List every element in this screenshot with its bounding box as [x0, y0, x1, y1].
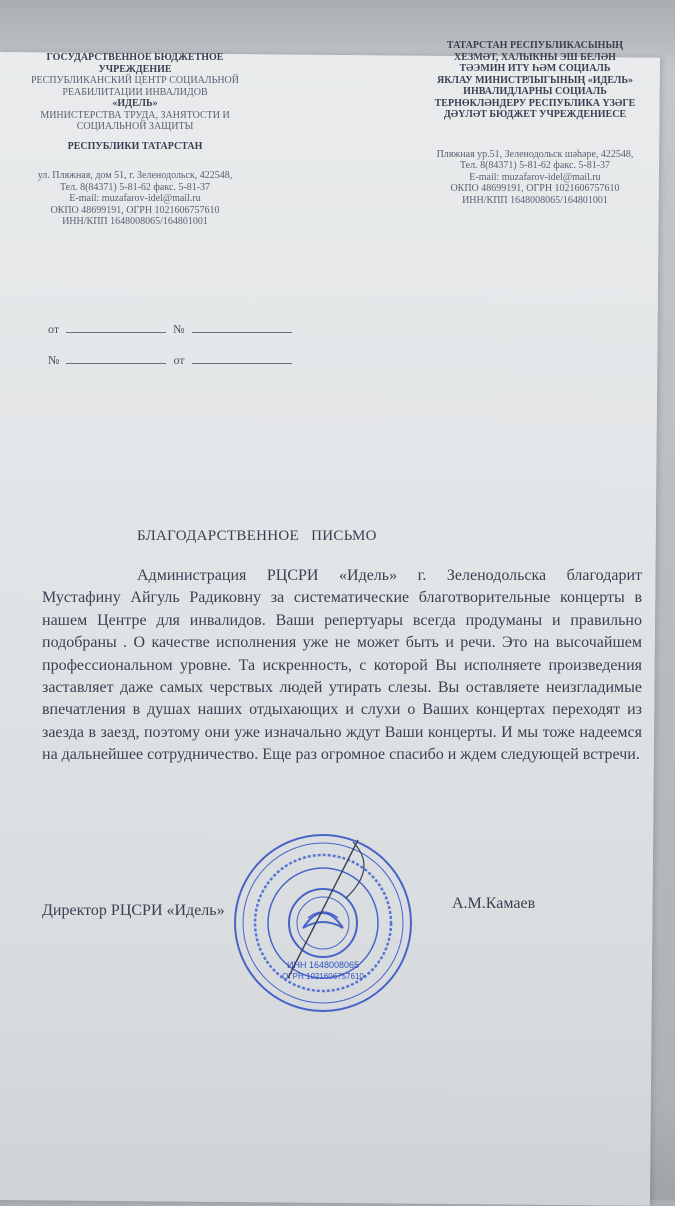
org-name: «ИДЕЛЬ» [112, 98, 158, 109]
registration-row-1 [48, 322, 296, 337]
phone-line: Тел. 8(84371) 5-81-62 факс. 5-81-37 [59, 181, 211, 193]
org-line-tat: ТЕРНӨКЛӘНДЕРУ РЕСПУБЛИКА ҮЗӘГЕ [434, 97, 636, 109]
letter-paragraph: Администрация РЦСРИ «Идель» г. Зеленодольска благодарит Мустафину Айгуль Радиковну за систематические благотворительные концерты в нашем Центре для инвалидов. Ваши репертуары всегда продуманы и правильно подобраны . О качестве исполнения уже не может быть и речи. Это на высочайшем профессиональном уровне. Та искренность, с которой Вы исполняете произведения заставляет даже самых черствых людей утирать слезы. Вы оставляете неизгладимые впечатления в душах наших отдыхающих и слухи о Ваших концертах переходят из заезда в заезд, поэтому они уже изначально ждут Ваши концерты. И мы тоже надеемся на дальнейшее сотрудничество. Еще раз огромное спасибо и ждем следующей встречи. [42, 567, 642, 764]
from-label: от [48, 322, 60, 336]
org-line: РЕАБИЛИТАЦИИ ИНВАЛИДОВ [62, 86, 208, 98]
stamp-inn: ИНН 1648008065 [286, 960, 360, 970]
date-line [192, 353, 292, 364]
from-label: от [173, 353, 185, 367]
ministry-line: СОЦИАЛЬНОЙ ЗАЩИТЫ [76, 121, 194, 132]
email-line: E-mail: muzafarov-idel@mail.ru [69, 193, 201, 204]
letter-body [42, 565, 642, 767]
number-line [66, 353, 166, 364]
org-line-tat: ТӘЭМИН ИТҮ ҺӘМ СОЦИАЛЬ [459, 63, 611, 74]
signature-stroke [346, 842, 364, 898]
registration-row-2 [48, 353, 296, 368]
number-line [192, 322, 292, 333]
number-label: № [173, 322, 185, 336]
stamp-ogrn: ОГРН 1021606757610 [282, 972, 364, 981]
org-line-tat: ХЕЗМӘТ, ХАЛЫКНЫ ЭШ БЕЛӘН [454, 51, 616, 63]
okpo-line-tat: ОКПО 48699191, ОГРН 1021606757610 [450, 183, 620, 194]
header-right-org [415, 40, 655, 206]
org-line: УЧРЕЖДЕНИЕ [98, 63, 172, 75]
inn-line-tat: ИНН/КПП 1648008065/164801001 [462, 194, 608, 206]
okpo-line: ОКПО 48699191, ОГРН 1021606757610 [50, 204, 220, 216]
number-label: № [48, 353, 60, 367]
ministry-line: МИНИСТЕРСТВА ТРУДА, ЗАНЯТОСТИ И [40, 109, 230, 121]
signature-position: Директор РЦСРИ «Идель» [42, 902, 225, 919]
email-line-tat: E-mail: muzafarov-idel@mail.ru [469, 171, 601, 183]
signature-name: А.М.Камаев [452, 895, 536, 912]
org-line-tat: ДӘҮЛӘТ БЮДЖЕТ УЧРЕЖДЕНИЕСЕ [443, 109, 627, 120]
phone-line-tat: Тел. 8(84371) 5-81-62 факс. 5-81-37 [459, 160, 611, 171]
letter-title: БЛАГОДАРСТВЕННОЕ ПИСЬМО [137, 528, 377, 544]
org-line-tat: ИНВАЛИДЛАРНЫ СОЦИАЛЬ [463, 86, 607, 97]
address-line: ул. Пляжная, дом 51, г. Зеленодольск, 422548, [37, 170, 233, 181]
republic-line: РЕСПУБЛИКИ ТАТАРСТАН [67, 140, 203, 152]
org-line-tat: ТАТАРСТАН РЕСПУБЛИКАСЫНЫҢ [446, 40, 624, 51]
date-line [66, 322, 166, 333]
org-line-tat: ЯКЛАУ МИНИСТРЛЫГЫНЫҢ «ИДЕЛЬ» [437, 74, 633, 86]
org-line: РЕСПУБЛИКАНСКИЙ ЦЕНТР СОЦИАЛЬНОЙ [30, 75, 239, 86]
org-line: ГОСУДАРСТВЕННОЕ БЮДЖЕТНОЕ [46, 52, 224, 63]
official-stamp [228, 828, 418, 1018]
header-left-org [10, 52, 260, 228]
inn-line: ИНН/КПП 1648008065/164801001 [62, 216, 208, 227]
address-line-tat: Пляжная ур.51, Зеленодольск шәһәре, 422548, [436, 148, 634, 160]
